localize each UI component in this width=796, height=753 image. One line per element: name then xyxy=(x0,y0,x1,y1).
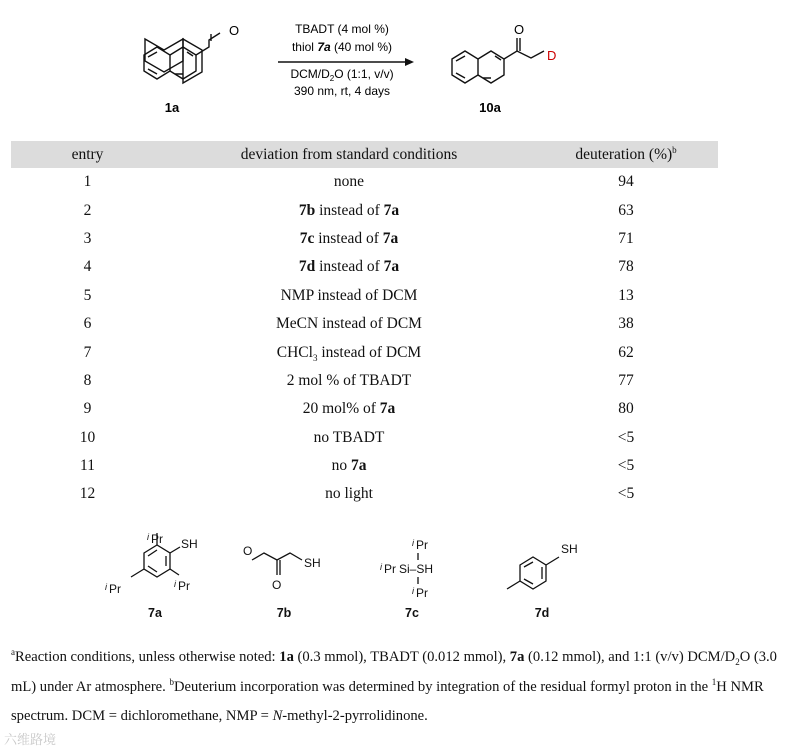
table-row xyxy=(11,310,718,338)
cell-deuteration: 63 xyxy=(618,201,634,219)
table-header-row xyxy=(11,141,718,168)
svg-text:i: i xyxy=(105,582,107,592)
cell-deviation: NMP instead of DCM xyxy=(280,286,418,304)
table-row xyxy=(11,367,718,395)
header-entry: entry xyxy=(11,141,164,168)
cell-deuteration: 80 xyxy=(618,400,634,418)
cell-deuteration: <5 xyxy=(617,485,635,503)
label-7c: 7c xyxy=(405,606,419,620)
optimization-table xyxy=(11,141,718,509)
label-7b: 7b xyxy=(276,606,292,620)
cell-entry: 4 xyxy=(83,258,92,276)
svg-text:i: i xyxy=(380,562,382,572)
label-7d: 7d xyxy=(534,606,550,620)
product-label: 10a xyxy=(479,100,501,115)
svg-text:Pr: Pr xyxy=(416,538,428,552)
cell-entry: 6 xyxy=(83,315,92,333)
svg-text:Pr: Pr xyxy=(178,579,190,593)
cell-entry: 8 xyxy=(83,371,92,389)
cell-deviation: MeCN instead of DCM xyxy=(276,315,422,333)
cell-entry: 9 xyxy=(83,400,92,418)
cell-deviation: 7d instead of 7a xyxy=(298,258,400,276)
structure-7b-chain xyxy=(252,553,302,560)
cell-deuteration: 62 xyxy=(618,343,634,361)
reactant-label: 1a xyxy=(164,100,180,115)
table-row xyxy=(11,253,718,281)
cell-entry: 11 xyxy=(80,457,95,475)
cell-deviation: none xyxy=(333,173,365,191)
cell-deviation: 7c instead of 7a xyxy=(299,229,399,247)
cell-deviation: no 7a xyxy=(331,457,367,475)
table-row xyxy=(11,452,718,480)
7a-sh: SH xyxy=(181,537,198,551)
cell-entry: 10 xyxy=(79,428,96,446)
svg-text:Pr: Pr xyxy=(416,586,428,600)
cell-deviation: 7b instead of 7a xyxy=(298,201,400,219)
cell-entry: 7 xyxy=(83,343,92,361)
cell-deuteration: 77 xyxy=(618,371,634,389)
product-o: O xyxy=(514,22,525,37)
cell-deviation: 20 mol% of 7a xyxy=(302,400,396,418)
reactant-o: O xyxy=(229,23,240,38)
svg-text:Pr: Pr xyxy=(151,532,163,546)
cell-entry: 1 xyxy=(83,173,92,191)
svg-text:i: i xyxy=(174,579,176,589)
svg-text:i: i xyxy=(412,586,414,596)
cell-deviation: 2 mol % of TBADT xyxy=(286,371,412,389)
label-7a: 7a xyxy=(148,606,162,620)
table-row xyxy=(11,168,718,196)
cell-entry: 5 xyxy=(83,286,92,304)
table-row xyxy=(11,480,718,508)
svg-text:i: i xyxy=(412,538,414,548)
svg-text:i: i xyxy=(147,532,149,542)
table-row xyxy=(11,196,718,224)
svg-text:Pr: Pr xyxy=(109,582,121,596)
table-row xyxy=(11,282,718,310)
table-row xyxy=(11,395,718,423)
thiol-structures xyxy=(0,528,796,628)
cell-entry: 2 xyxy=(83,201,92,219)
table-row xyxy=(11,225,718,253)
condition-line-2: thiol 7a (40 mol %) xyxy=(291,40,393,54)
svg-text:Pr: Pr xyxy=(384,562,396,576)
cell-deuteration: 38 xyxy=(618,315,634,333)
header-deuteration: deuteration (%)$^b$ xyxy=(534,141,718,168)
table-row xyxy=(11,424,718,452)
cell-deuteration: 78 xyxy=(618,258,634,276)
cell-entry: 12 xyxy=(79,485,96,503)
reaction-scheme xyxy=(0,0,796,130)
svg-text:O: O xyxy=(272,578,282,592)
watermark: 六维路境 xyxy=(4,732,57,747)
cell-deuteration: <5 xyxy=(617,457,635,475)
cell-entry: 3 xyxy=(83,229,92,247)
table-row xyxy=(11,338,718,366)
cell-deuteration: 71 xyxy=(618,229,634,247)
7b-sh: SH xyxy=(304,556,321,570)
cell-deviation: CHCl$_3$ instead of DCM xyxy=(276,343,422,363)
condition-line-3: DCM/$D_2O$ (1:1, v/v) xyxy=(290,67,394,83)
cell-deviation: no TBADT xyxy=(313,428,385,446)
svg-text:Si–SH: Si–SH xyxy=(399,562,434,576)
cell-deuteration: <5 xyxy=(617,428,635,446)
7b-o: O xyxy=(243,544,253,558)
cell-deviation: no light xyxy=(325,485,373,503)
condition-line-1: TBADT (4 mol %) xyxy=(295,22,389,36)
cell-deuteration: 13 xyxy=(618,286,634,304)
product-d: D xyxy=(547,48,557,63)
condition-line-4: 390 nm, rt, 4 days xyxy=(293,84,391,98)
7d-sh: SH xyxy=(561,542,578,556)
table-footnote: $^a$Reaction conditions, unless otherwise noted: 1a (0.3 mmol), TBADT (0.012 mmol), 7a (0.12 mmol), and 1:1 (v/v) DCM/$D_2O$ (3.0 mL) under Ar atmosphere. $^b$Deuterium incorporation was determined by integration of the residual formyl proton in the $^1$H NMR spectrum. DCM = dichloromethane, NMP = N-methyl-2-pyrrolidinone. xyxy=(11,647,777,724)
cell-deuteration: 94 xyxy=(618,173,634,191)
header-deviation: deviation from standard conditions xyxy=(164,141,534,168)
